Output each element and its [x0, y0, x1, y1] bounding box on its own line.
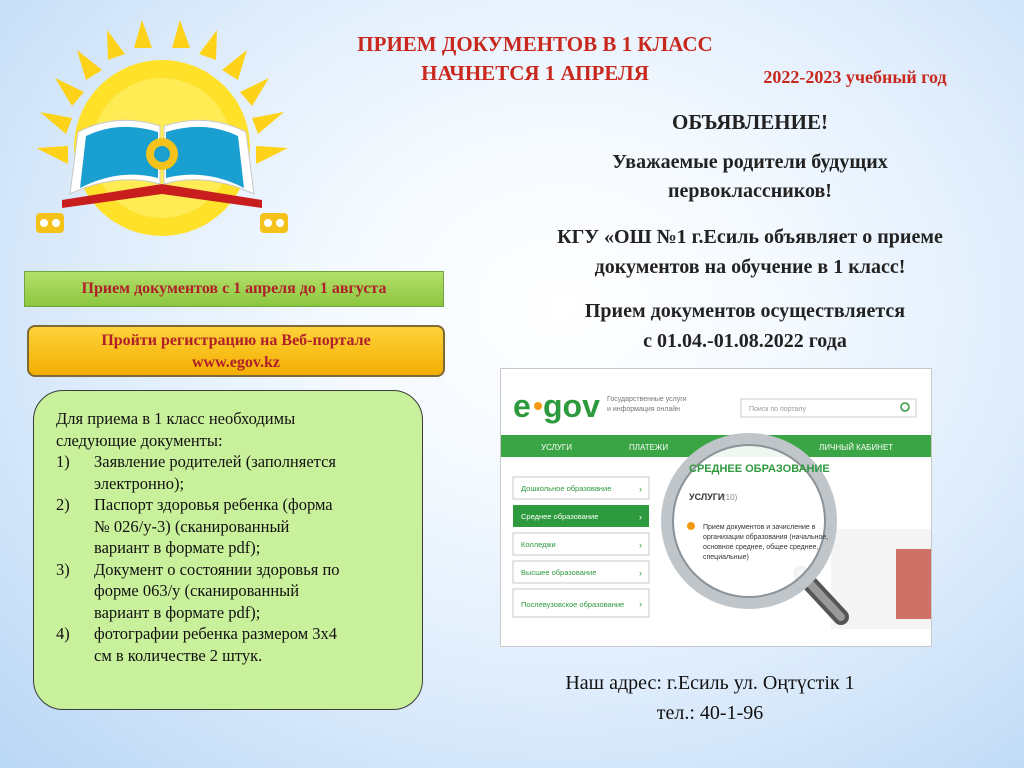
school-year: 2022-2023 учебный год — [763, 67, 947, 87]
dates-banner: Прием документов с 1 апреля до 1 августа — [24, 271, 444, 307]
page-title — [300, 30, 770, 88]
egov-tagline-1: Государственные услуги — [607, 396, 687, 403]
item-text: Документ о состоянии здоровья по — [94, 559, 340, 579]
admission-period — [520, 296, 970, 356]
egov-nav-cabinet[interactable]: ЛИЧНЫЙ КАБИНЕТ — [819, 443, 894, 452]
period-line-1: Прием документов осуществляется — [584, 300, 906, 322]
egov-logo-e: e — [513, 388, 531, 424]
phone-line: тел.: 40-1-96 — [656, 702, 764, 724]
service-line: специальные) — [703, 554, 749, 561]
services-label: УСЛУГИ — [689, 492, 725, 502]
egov-logo-dot-icon — [534, 402, 542, 410]
school-announcement — [470, 222, 1024, 282]
documents-list-box — [33, 390, 423, 710]
egov-logo-gov: gov — [543, 388, 600, 424]
list-item — [56, 451, 402, 494]
title-line-1: ПРИЕМ ДОКУМЕНТОВ В 1 КЛАСС — [357, 32, 713, 56]
egov-portal-image — [500, 368, 932, 647]
item-text: электронно); — [94, 473, 185, 493]
sun-book-logo-icon — [22, 8, 302, 243]
egov-sidebar-label: Высшее образование — [521, 568, 597, 577]
registration-banner — [27, 325, 445, 377]
chevron-right-icon: › — [639, 484, 642, 494]
school-line-1: КГУ «ОШ №1 г.Есиль объявляет о приеме — [557, 226, 943, 248]
docs-intro-line-1: Для приема в 1 класс необходимы — [56, 409, 296, 428]
school-address — [480, 668, 940, 728]
service-line: организации образования (начальное, — [703, 534, 829, 541]
item-text: вариант в формате pdf); — [94, 538, 261, 557]
chevron-right-icon: › — [639, 599, 642, 609]
service-bullet-icon — [687, 522, 695, 530]
list-item — [56, 559, 402, 624]
title-line-2: НАЧНЕТСЯ 1 АПРЕЛЯ — [421, 61, 649, 85]
documents-list — [56, 451, 402, 666]
chevron-right-icon: › — [639, 512, 642, 522]
egov-link[interactable]: www.egov.kz — [192, 354, 280, 371]
chevron-right-icon: › — [639, 568, 642, 578]
greeting-line-2: первоклассников! — [668, 180, 832, 202]
egov-tagline-2: и информация онлайн — [607, 406, 681, 413]
service-line[interactable]: Прием документов и зачисление в — [703, 524, 816, 531]
list-item — [56, 494, 402, 559]
background-photo — [896, 549, 931, 619]
item-text: № 026/у-3) (сканированный — [94, 516, 290, 536]
egov-sidebar-label: Колледжи — [521, 540, 556, 549]
docs-intro-line-2: следующие документы: — [56, 430, 223, 450]
address-line: Наш адрес: г.Есиль ул. Оңтүстік 1 — [565, 672, 855, 694]
chevron-right-icon: › — [639, 540, 642, 550]
service-line: основное среднее, общее среднее, — [703, 544, 819, 551]
list-item — [56, 623, 402, 666]
item-text: Заявление родителей (заполняется — [94, 452, 336, 471]
item-number: 3) — [56, 559, 70, 579]
egov-sidebar-label: Среднее образование — [521, 512, 599, 521]
school-line-2: документов на обучение в 1 класс! — [594, 256, 906, 278]
registration-line-1: Пройти регистрацию на Веб-портале — [101, 332, 371, 349]
item-text: см в количестве 2 штук. — [94, 645, 263, 665]
egov-nav-services[interactable]: УСЛУГИ — [541, 443, 573, 452]
notice-heading: ОБЪЯВЛЕНИЕ! — [672, 110, 828, 134]
egov-search-placeholder: Поиск по порталу — [749, 406, 806, 413]
greeting-line-1: Уважаемые родители будущих — [612, 151, 888, 173]
greeting — [540, 148, 960, 206]
egov-sidebar-label: Дошкольное образование — [521, 484, 612, 493]
item-text: фотографии ребенка размером 3х4 — [94, 624, 338, 643]
item-number: 4) — [56, 624, 70, 643]
egov-sidebar-label: Послевузовское образование — [521, 600, 625, 609]
item-text: Паспорт здоровья ребенка (форма — [94, 495, 333, 514]
logo — [22, 8, 302, 243]
item-text: форме 063/у (сканированный — [94, 581, 300, 600]
item-text: вариант в формате pdf); — [94, 602, 261, 622]
services-count: (10) — [723, 493, 738, 502]
magnified-heading: СРЕДНЕЕ ОБРАЗОВАНИЕ — [689, 463, 830, 475]
period-line-2: с 01.04.-01.08.2022 года — [643, 330, 847, 352]
item-number: 2) — [56, 495, 70, 514]
item-number: 1) — [56, 452, 70, 471]
egov-nav-payments[interactable]: ПЛАТЕЖИ — [629, 443, 669, 452]
egov-portal-illustration — [501, 369, 931, 646]
